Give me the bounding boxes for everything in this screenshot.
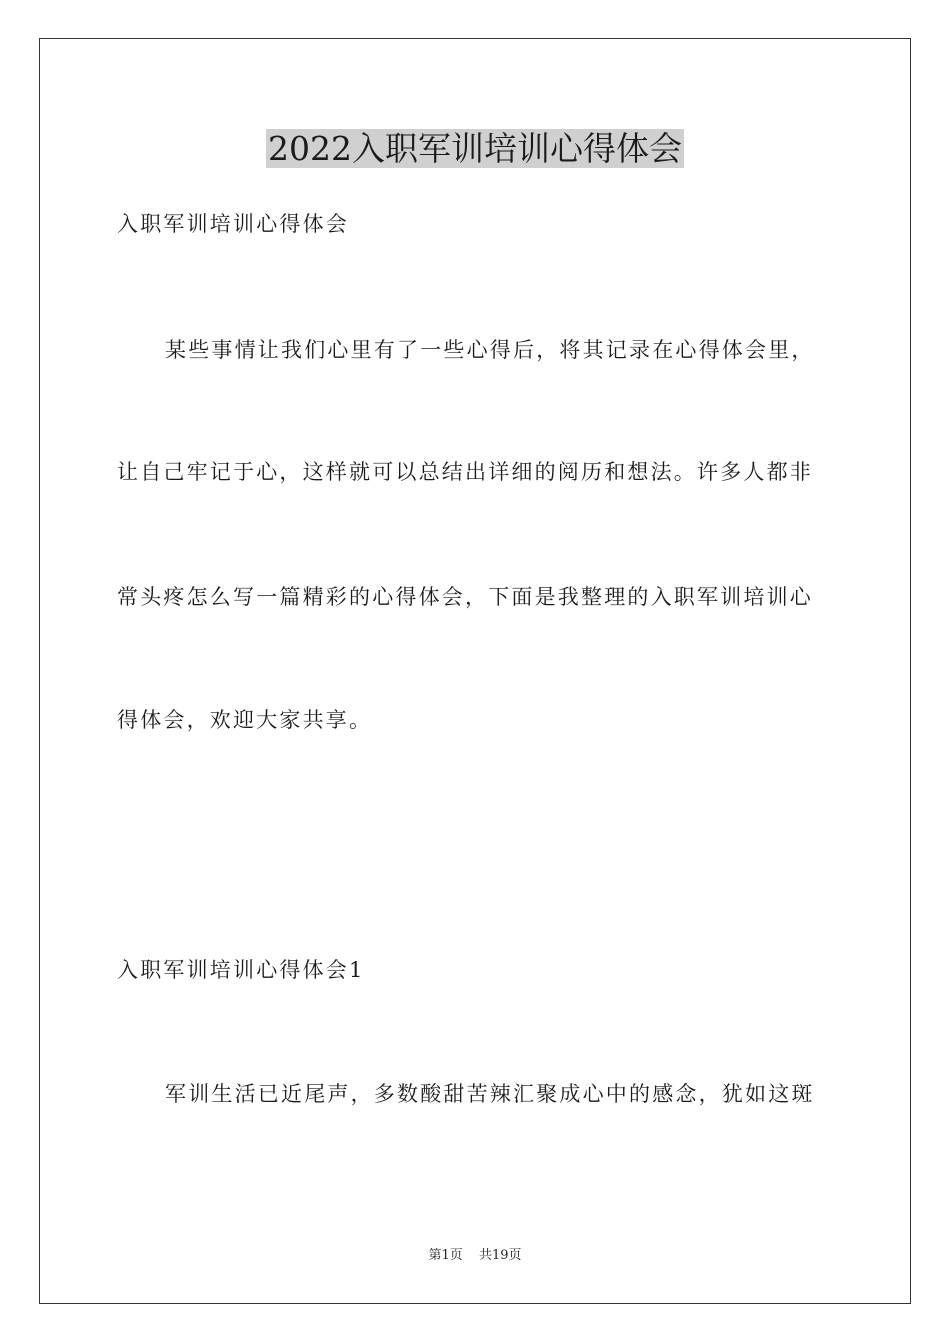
page-number-total: 共19页 xyxy=(478,1248,522,1263)
page-number-current: 第1页 xyxy=(428,1248,463,1263)
paragraph-line: 常头疼怎么写一篇精彩的心得体会，下面是我整理的入职军训培训心 xyxy=(117,585,813,609)
paragraph-line: 某些事情让我们心里有了一些心得后，将其记录在心得体会里， xyxy=(165,338,815,362)
paragraph-line: 军训生活已近尾声，多数酸甜苦辣汇聚成心中的感念，犹如这斑 xyxy=(165,1082,815,1106)
document-subtitle: 入职军训培训心得体会 xyxy=(117,212,349,236)
paragraph-line: 让自己牢记于心，这样就可以总结出详细的阅历和想法。许多人都非 xyxy=(117,460,813,484)
page-footer xyxy=(0,1247,950,1265)
paragraph-line: 得体会，欢迎大家共享。 xyxy=(117,708,373,732)
document-title-text: 2022入职军训培训心得体会 xyxy=(268,129,682,168)
section-heading: 入职军训培训心得体会1 xyxy=(117,958,365,982)
document-title xyxy=(0,128,950,170)
